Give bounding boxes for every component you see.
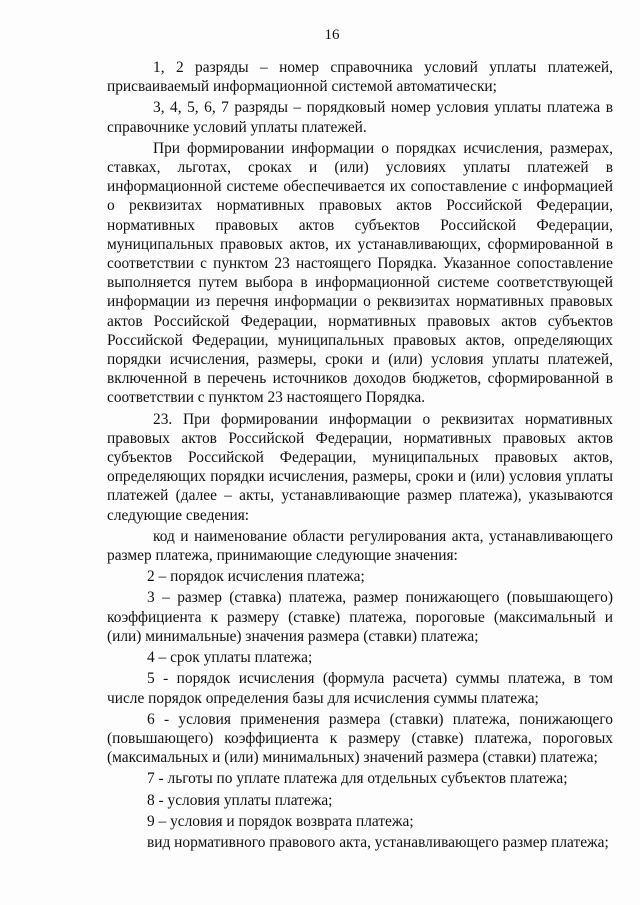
paragraph: 23. При формировании информации о реквизитах нормативных правовых актов Российской Федерации, нормативных правовых актов субъектов Российской Федерации, муниципальных правовых актов, определяющих порядки исчисления, размеры, сроки и (или) условия уплаты платежей (далее – акты, устанавливающие размер платежа), указываются следующие сведения: — [107, 410, 613, 524]
paragraph: 1, 2 разряды – номер справочника условий уплаты платежей, присваиваемый информационной системой автоматически; — [107, 59, 613, 96]
paragraph: код и наименование области регулирования акта, устанавливающего размер платежа, принимающие следующие значения: — [107, 527, 613, 565]
list-item: 7 - льготы по уплате платежа для отдельных субъектов платежа; — [147, 770, 568, 788]
list-item: 5 - порядок исчисления (формула расчета) суммы платежа, в том числе порядок определения базы для исчисления суммы платежа; — [107, 670, 613, 707]
paragraph: При формировании информации о порядках исчисления, размерах, ставках, льготах, сроках и (или) условиях уплаты платежей в информационной системе обеспечивается их сопоставление с информацией о реквизитах нормативных правовых актов Российской Федерации, нормативных правовых актов субъектов Российской Федерации, муниципальных правовых актов, их устанавливающих, сформированной в соответствии с пунктом 23 настоящего Порядка. Указанное сопоставление выполняется путем выбора в информационной системе соответствующей информации из перечня информации о реквизитах нормативных правовых актов Российской Федерации, нормативных правовых актов субъектов Российской Федерации, муниципальных правовых актов, определяющих порядки исчисления, размеры, сроки и (или) условия уплаты платежей, включенной в перечень источников доходов бюджетов, сформированной в соответствии с пунктом 23 настоящего Порядка. — [107, 139, 613, 407]
list-item: 2 – порядок исчисления платежа; — [147, 568, 365, 586]
paragraph: вид нормативного правового акта, устанавливающего размер платежа; — [147, 833, 609, 851]
list-item: 9 – условия и порядок возврата платежа; — [147, 812, 414, 830]
list-item: 8 - условия уплаты платежа; — [147, 791, 333, 809]
list-item: 6 - условия применения размера (ставки) платежа, понижающего (повышающего) коэффициента к размеру (ставке) платежа, пороговых (максимальных и (или) минимальных) значений размера (ставки) платежа; — [107, 710, 613, 767]
list-item: 3 – размер (ставка) платежа, размер понижающего (повышающего) коэффициента к размеру (ставке) платежа, пороговые (максимальный и (или) минимальные) значения размера (ставки) платежа; — [107, 589, 613, 645]
document-body — [107, 58, 613, 852]
paragraph: 3, 4, 5, 6, 7 разряды – порядковый номер условия уплаты платежа в справочнике условий уплаты платежей. — [107, 99, 613, 136]
page-number: 16 — [324, 27, 340, 43]
list-item: 4 – срок уплаты платежа; — [147, 649, 313, 667]
